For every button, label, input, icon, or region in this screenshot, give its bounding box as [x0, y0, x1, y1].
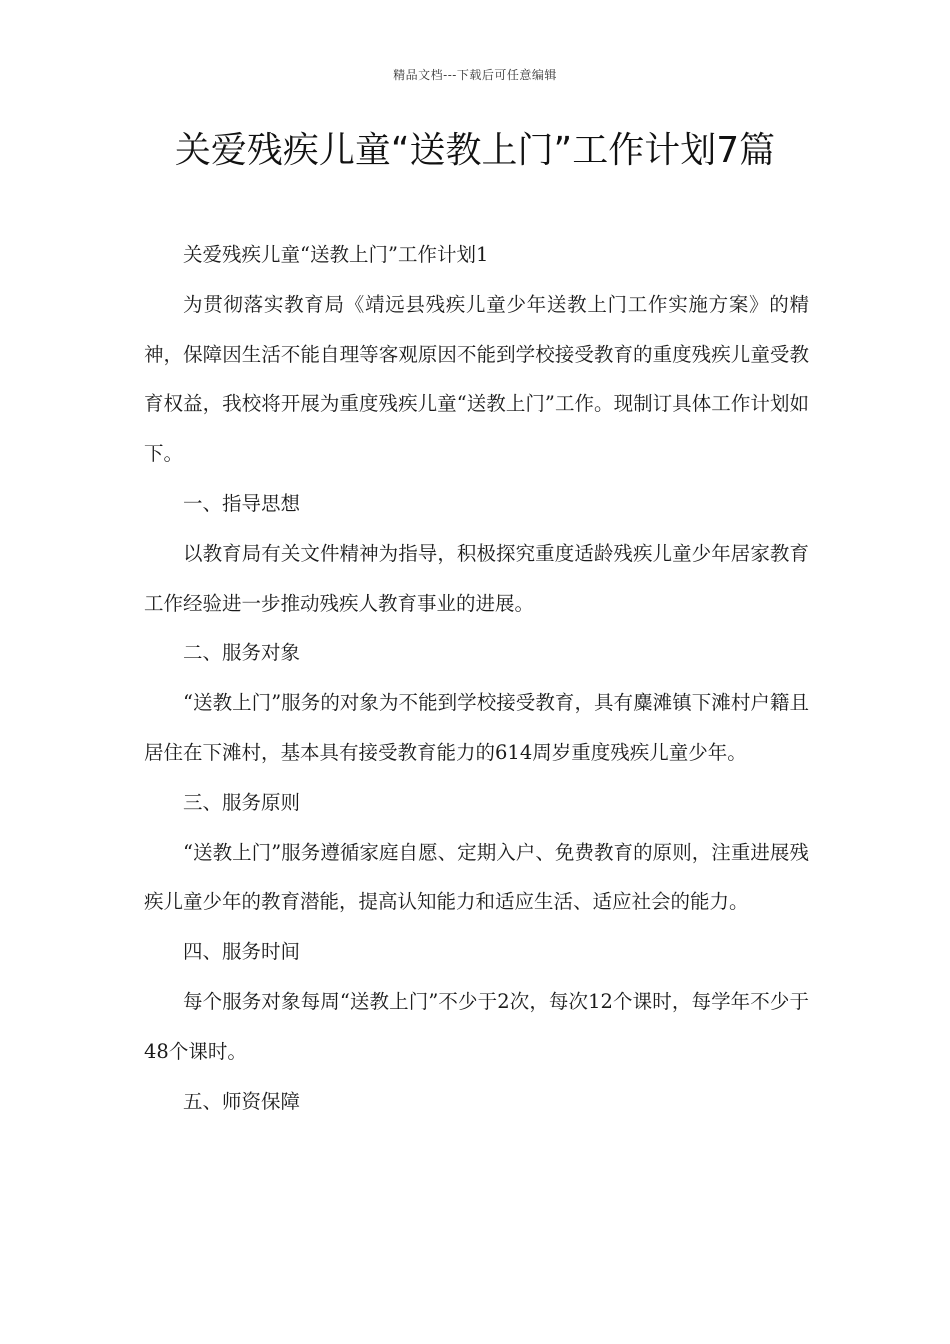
section-heading-guiding-ideology: 一、指导思想: [183, 491, 301, 515]
section-heading-teacher-support: 五、师资保障: [183, 1089, 301, 1113]
guiding-ideology-paragraph: 以教育局有关文件精神为指导，积极探究重度适龄残疾儿童少年居家教育工作经验进一步推动残疾人教育事业的进展。: [144, 541, 809, 615]
service-time-paragraph: 每个服务对象每周“送教上门”不少于2次，每次12个课时，每学年不少于48个课时。: [144, 989, 809, 1063]
service-targets-paragraph: “送教上门”服务的对象为不能到学校接受教育，具有麋滩镇下滩村户籍且居住在下滩村，基本具有接受教育能力的614周岁重度残疾儿童少年。: [144, 691, 809, 764]
section-heading-service-targets: 二、服务对象: [183, 641, 301, 665]
document-body: [144, 230, 809, 1126]
document-title: 关爱残疾儿童“送教上门”工作计划7篇: [174, 130, 776, 171]
header-note: 精品文档---下载后可任意编辑: [393, 68, 557, 82]
section-heading-service-principles: 三、服务原则: [183, 790, 301, 814]
service-principles-paragraph: “送教上门”服务遵循家庭自愿、定期入户、免费教育的原则，注重进展残疾儿童少年的教育潜能，提高认知能力和适应生活、适应社会的能力。: [144, 840, 809, 914]
intro-paragraph: 为贯彻落实教育局《靖远县残疾儿童少年送教上门工作实施方案》的精神，保障因生活不能自理等客观原因不能到学校接受教育的重度残疾儿童受教育权益，我校将开展为重度残疾儿童“送教上门”工作。现制订具体工作计划如下。: [144, 292, 809, 466]
section-heading-service-time: 四、服务时间: [183, 940, 301, 964]
section-subtitle: 关爱残疾儿童“送教上门”工作计划1: [183, 243, 489, 266]
